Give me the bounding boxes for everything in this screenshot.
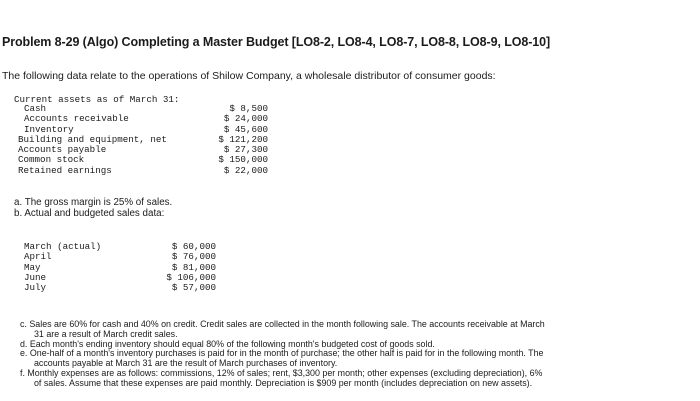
current-assets-labels <box>18 104 167 176</box>
ca-label-stock: Common stock <box>18 154 85 166</box>
ca-label-ap: Accounts payable <box>18 144 107 156</box>
sales-value-april: $ 76,000 <box>171 251 216 263</box>
note-c-line2: 31 are a result of March credit sales. <box>34 328 178 339</box>
sales-labels <box>24 242 101 293</box>
notes-c-to-f <box>20 320 545 389</box>
sales-value-march: $ 60,000 <box>171 241 216 252</box>
note-a: a. The gross margin is 25% of sales. <box>14 197 173 208</box>
ca-label-inventory: Inventory <box>24 123 74 135</box>
sales-label-march: March (actual) <box>24 241 102 252</box>
ca-value-building: $ 121,200 <box>218 133 268 145</box>
ca-value-retained: $ 22,000 <box>223 164 268 176</box>
sales-values <box>164 242 216 293</box>
note-e-line1: e. One-half of a month's inventory purchases is paid for in the month of purchase; the other half is paid for in the following month. The <box>20 348 544 359</box>
note-e-line2: accounts payable at March 31 are the result of March purchases of inventory. <box>34 358 338 369</box>
sales-label-july: July <box>24 282 47 294</box>
sales-value-may: $ 81,000 <box>171 261 216 273</box>
note-f-line2: of sales. Assume that these expenses are paid monthly. Depreciation is $909 per month (includes depreciation on new assets). <box>34 377 533 388</box>
ca-value-ar: $ 24,000 <box>223 113 268 125</box>
note-f-line1: f. Monthly expenses are as follows: commissions, 12% of sales; rent, $3,300 per month; other expenses (excluding depreciation), 6% <box>20 367 543 378</box>
intro-text: The following data relate to the operations of Shilow Company, a wholesale distributor of consumer goods: <box>2 70 496 82</box>
note-b: b. Actual and budgeted sales data: <box>14 208 165 219</box>
note-c-line1: c. Sales are 60% for cash and 40% on credit. Credit sales are collected in the month following sale. The accounts receivable at March <box>20 319 545 329</box>
ca-value-cash: $ 8,500 <box>229 103 268 114</box>
sales-label-june: June <box>24 271 47 283</box>
current-assets-values <box>214 104 268 176</box>
ca-label-ar: Accounts receivable <box>24 113 129 125</box>
sales-value-june: $ 106,000 <box>166 271 216 283</box>
notes-ab <box>14 197 172 219</box>
ca-label-building: Building and equipment, net <box>18 133 167 145</box>
problem-title: Problem 8-29 (Algo) Completing a Master Budget [LO8-2, LO8-4, LO8-7, LO8-8, LO8-9, LO8-10] <box>2 35 551 49</box>
ca-label-retained: Retained earnings <box>18 164 112 176</box>
note-d: d. Each month's ending inventory should equal 80% of the following month's budgeted cost of goods sold. <box>20 338 435 349</box>
sales-label-may: May <box>24 261 41 273</box>
ca-value-stock: $ 150,000 <box>218 154 268 166</box>
sales-label-april: April <box>24 251 52 263</box>
ca-value-inventory: $ 45,600 <box>223 123 268 135</box>
current-assets-heading: Current assets as of March 31: <box>14 94 180 105</box>
ca-label-cash: Cash <box>24 103 47 114</box>
sales-value-july: $ 57,000 <box>171 282 216 294</box>
ca-value-ap: $ 27,300 <box>223 144 268 156</box>
